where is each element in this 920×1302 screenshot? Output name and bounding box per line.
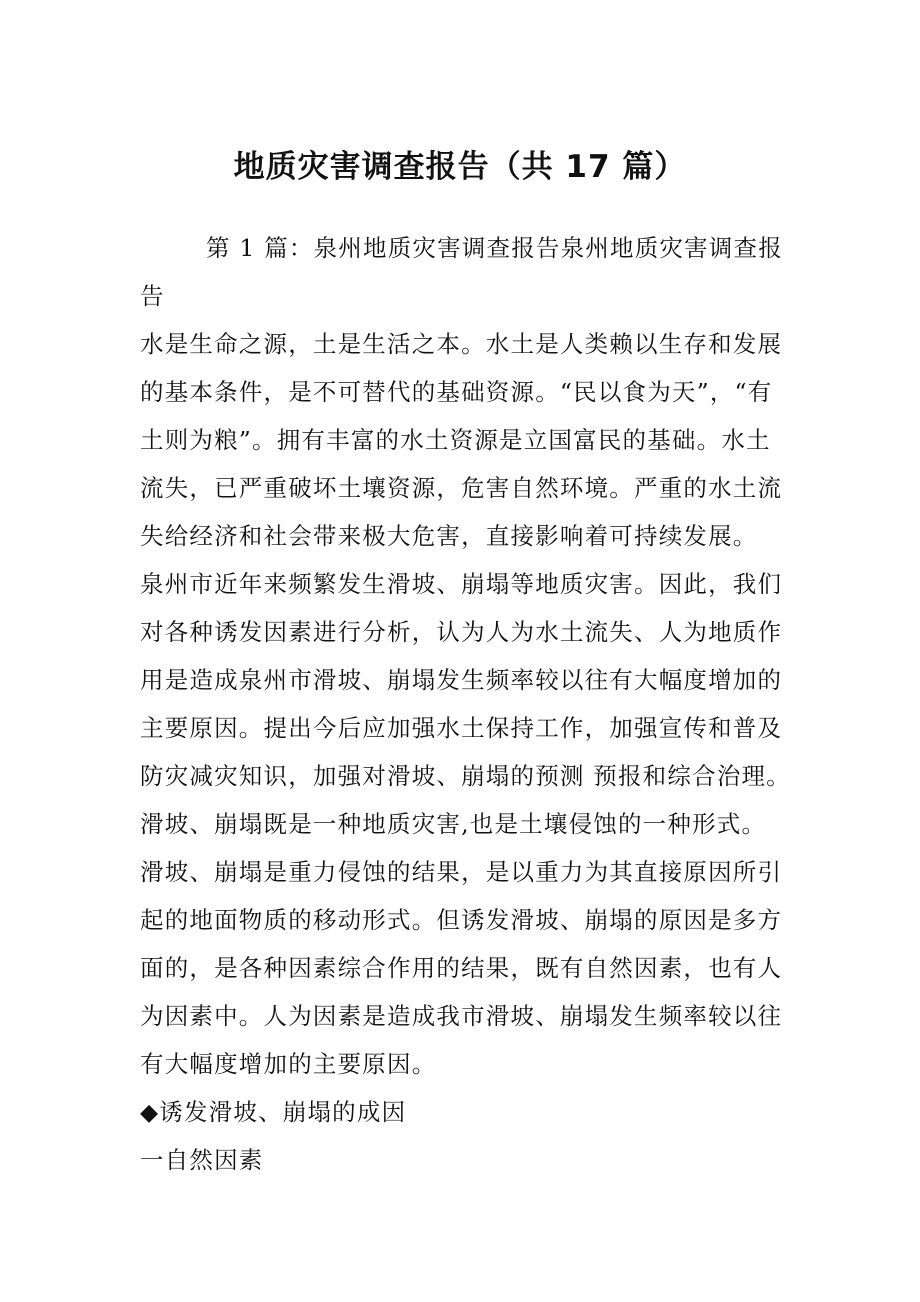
document-title: 地质灾害调查报告（共 17 篇） [233,149,687,185]
paragraph-line: 起的地面物质的移动形式。但诱发滑坡、崩塌的原因是多方 [140,906,783,934]
paragraph-line: 主要原因。提出今后应加强水土保持工作，加强宣传和普及 [140,714,783,742]
paragraph-line: 防灾减灾知识，加强对滑坡、崩塌的预测 预报和综合治理。 [140,762,791,790]
paragraph-line: 滑坡、崩塌既是一种地质灾害,也是土壤侵蚀的一种形式。 [140,810,767,838]
paragraph-line: 为因素中。人为因素是造成我市滑坡、崩塌发生频率较以往 [140,1002,783,1030]
paragraph-line: 用是造成泉州市滑坡、崩塌发生频率较以往有大幅度增加的 [140,666,783,694]
paragraph-line: 水是生命之源，土是生活之本。水土是人类赖以生存和发展 [140,330,783,358]
subsection-heading: 一自然因素 [140,1146,264,1174]
paragraph-line: 泉州市近年来频繁发生滑坡、崩塌等地质灾害。因此，我们 [140,570,783,598]
paragraph-line: 失给经济和社会带来极大危害，直接影响着可持续发展。 [140,522,758,550]
paragraph-line: 面的，是各种因素综合作用的结果，既有自然因素，也有人 [140,954,783,982]
paragraph-line: 的基本条件，是不可替代的基础资源。“民以食为天”，“有 [140,378,773,406]
section-heading: ◆诱发滑坡、崩塌的成因 [140,1098,407,1126]
paragraph-line: 土则为粮”。拥有丰富的水土资源是立国富民的基础。水土 [140,426,771,454]
paragraph-line: 流失，已严重破坏土壤资源，危害自然环境。严重的水土流 [140,474,783,502]
chapter-heading: 第 1 篇：泉州地质灾害调查报告泉州地质灾害调查报 [206,234,783,262]
paragraph-line: 有大幅度增加的主要原因。 [140,1050,437,1078]
chapter-heading-continuation: 告 [140,282,165,310]
paragraph-line: 对各种诱发因素进行分析，认为人为水土流失、人为地质作 [140,618,783,646]
paragraph-line: 滑坡、崩塌是重力侵蚀的结果，是以重力为其直接原因所引 [140,858,783,886]
